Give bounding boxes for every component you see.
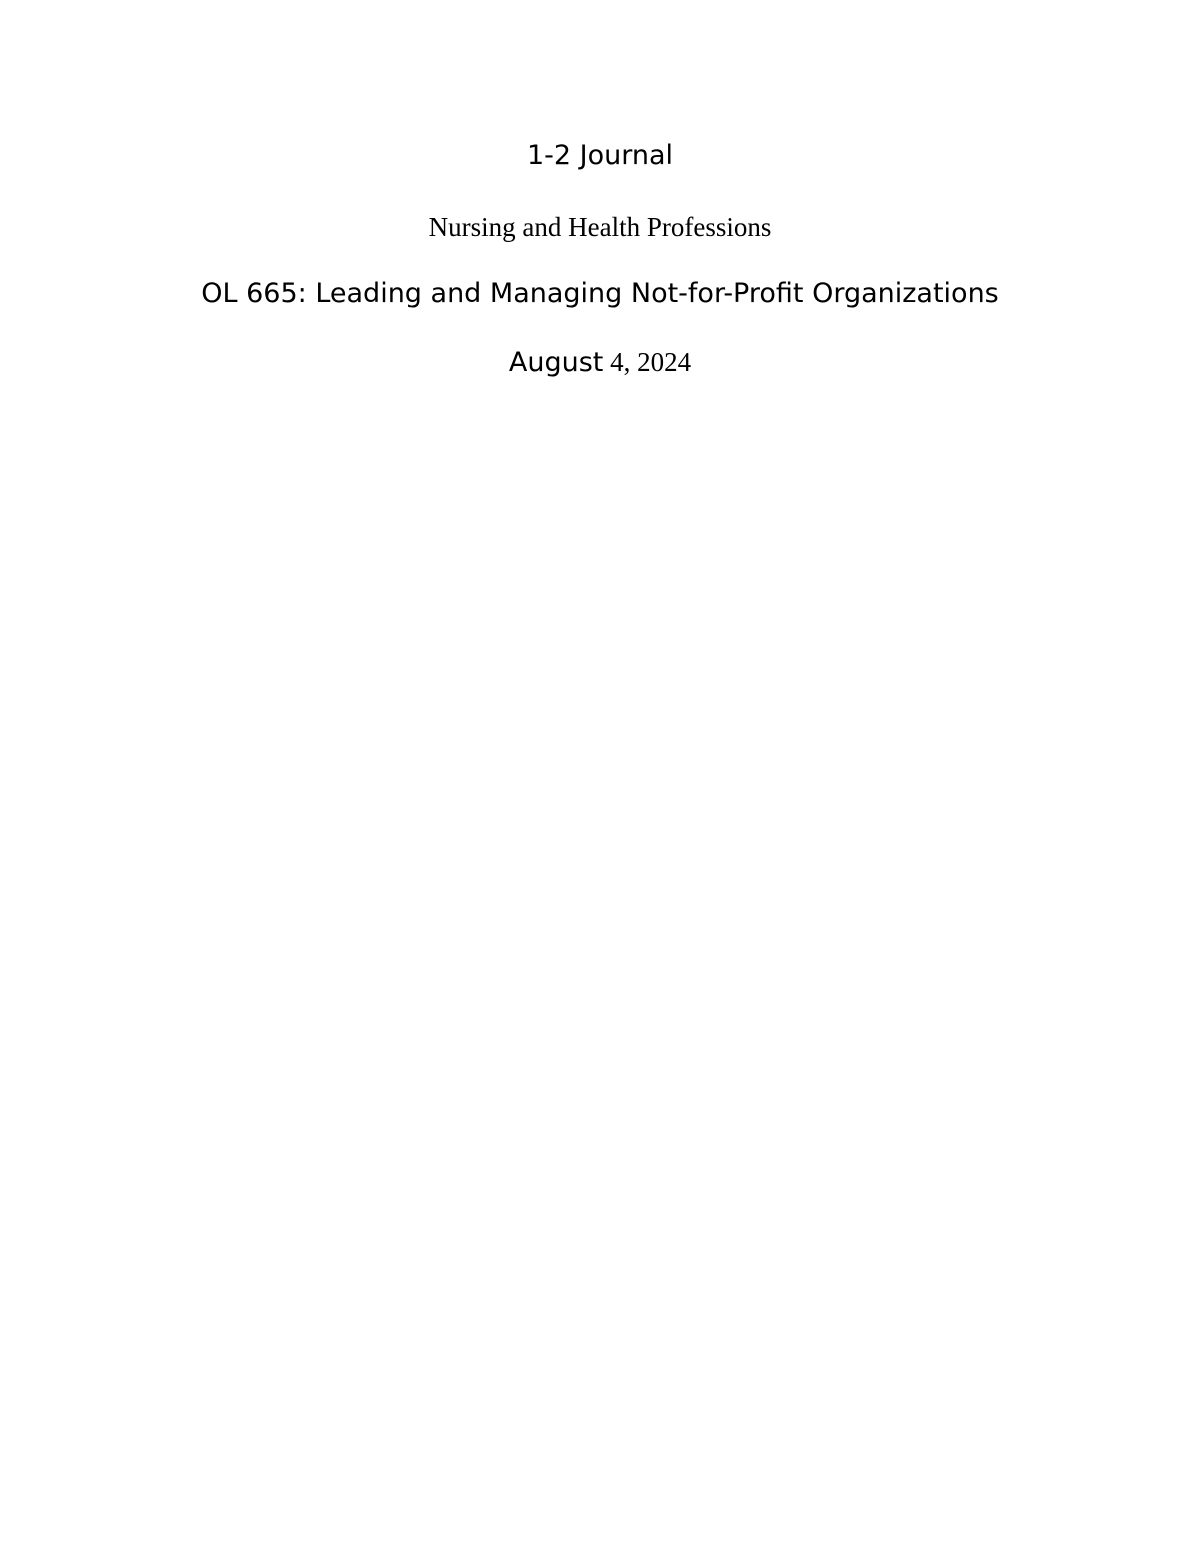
course-title: OL 665: Leading and Managing Not-for-Profit Organizations xyxy=(201,278,999,309)
department-name: Nursing and Health Professions xyxy=(428,212,772,242)
date-day-year: 4, 2024 xyxy=(603,347,692,377)
submission-date xyxy=(0,349,1200,376)
date-month: August xyxy=(508,347,604,378)
document-title: 1-2 Journal xyxy=(526,140,674,171)
